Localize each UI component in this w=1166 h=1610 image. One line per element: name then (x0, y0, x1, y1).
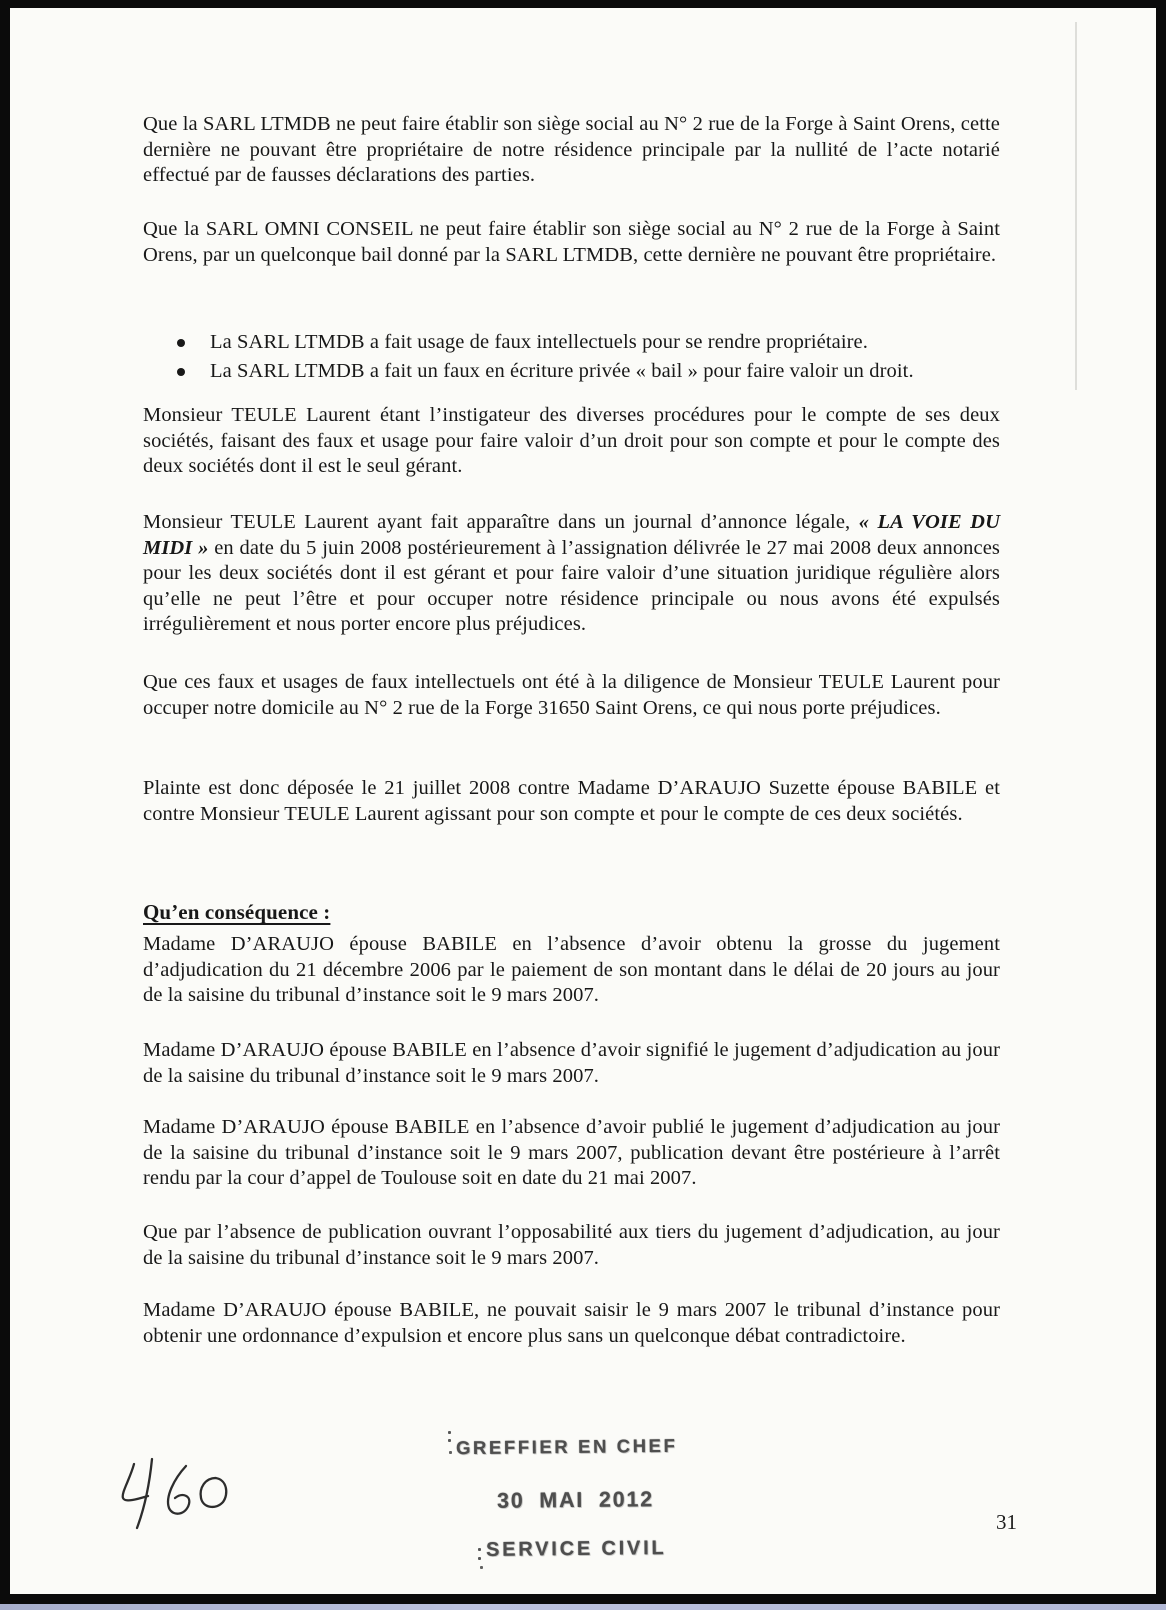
paragraph-sarl-ltmdb-siege: Que la SARL LTMDB ne peut faire établir son siège social au N° 2 rue de la Forge à Saint Orens, cette dernière ne pouvant être propriétaire de notre résidence principale par la nullité de l’acte notarié effectué par de fausses déclarations des parties. (143, 113, 1000, 187)
handwritten-note-strokes (103, 1452, 253, 1547)
scan-border-bottom-strip (0, 1604, 1166, 1610)
scan-border-left (0, 0, 10, 1604)
paragraph-sarl-omni-conseil: Que la SARL OMNI CONSEIL ne peut faire établir son siège social au N° 2 rue de la Forge à Saint Orens, par un quelconque bail donné par la SARL LTMDB, cette dernière ne pouvant être propriétaire. (143, 218, 1000, 266)
bullet-item-faux-intellectuels (143, 330, 1000, 356)
heading-consequence: Qu’en conséquence : (143, 900, 331, 924)
bullet-item-label: La SARL LTMDB a fait usage de faux intellectuels pour se rendre propriétaire. (210, 331, 868, 353)
paragraph-teule-instigateur: Monsieur TEULE Laurent étant l’instigateur des diverses procédures pour le compte de ses deux sociétés, faisant des faux et usage pour faire valoir d’un droit pour son compte et pour le compte des deux sociétés dont il est le seul gérant. (143, 404, 1000, 478)
journal-title-emphasis: « LA VOIE DU MIDI » (143, 511, 1000, 559)
stamp-ink-mark (478, 1548, 481, 1551)
bullet-icon (177, 339, 185, 347)
paragraph-faux-diligence: Que ces faux et usages de faux intellectuels ont été à la diligence de Monsieur TEULE Laurent pour occuper notre domicile au N° 2 rue de la Forge 31650 Saint Orens, ce qui nous porte préjudices. (143, 671, 1000, 719)
scan-border-bottom (0, 1594, 1166, 1604)
handwritten-note (103, 1452, 253, 1547)
bullet-item-faux-ecriture (143, 359, 1000, 385)
paragraph-plainte-deposee: Plainte est donc déposée le 21 juillet 2008 contre Madame D’ARAUJO Suzette épouse BABILE et contre Monsieur TEULE Laurent agissant pour son compte et pour le compte de ces deux sociétés. (143, 777, 1000, 825)
bullet-icon (177, 368, 185, 376)
page-number: 31 (996, 1510, 1017, 1534)
paragraph-journal-pre: Monsieur TEULE Laurent ayant fait apparaître dans un journal d’annonce légale, (143, 511, 859, 533)
stamp-date: 30 MAI 2012 (496, 1487, 655, 1513)
scan-border-top (0, 0, 1166, 8)
stamp-ink-mark (448, 1431, 451, 1434)
stamp-service-civil: SERVICE CIVIL (485, 1537, 667, 1561)
bullet-item-label: La SARL LTMDB a fait un faux en écriture privée « bail » pour faire valoir un droit. (210, 359, 914, 382)
paragraph-babile-grosse-jugement: Madame D’ARAUJO épouse BABILE en l’absence d’avoir obtenu la grosse du jugement d’adjudication du 21 décembre 2006 par le paiement de son montant dans le délai de 20 jours au jour de la saisine du tribunal d’instance soit le 9 mars 2007. (143, 933, 1000, 1007)
paragraph-journal-post: en date du 5 juin 2008 postérieurement à l’assignation délivrée le 27 mai 2008 deux annonces pour les deux sociétés dont il est gérant et pour faire valoir d’une situation juridique régulière alors qu’elle ne peut l’être et pour occuper notre résidence principale ou nous avons été expulsés irrégulièrement et nous porter encore plus préjudices. (143, 536, 1000, 636)
paragraph-journal-annonce (143, 510, 1000, 638)
paragraph-babile-signifie: Madame D’ARAUJO épouse BABILE en l’absence d’avoir signifié le jugement d’adjudication au jour de la saisine du tribunal d’instance soit le 9 mars 2007. (143, 1039, 1000, 1087)
stamp-greffier-en-chef: GREFFIER EN CHEF (455, 1434, 678, 1459)
paragraph-babile-publie: Madame D’ARAUJO épouse BABILE en l’absence d’avoir publié le jugement d’adjudication au jour de la saisine du tribunal d’instance soit le 9 mars 2007, publication devant être postérieure à l’arrêt rendu par la cour d’appel de Toulouse soit en date du 21 mai 2007. (143, 1116, 1000, 1190)
scan-border-right (1156, 0, 1166, 1604)
paragraph-absence-publication: Que par l’absence de publication ouvrant l’opposabilité aux tiers du jugement d’adjudication, au jour de la saisine du tribunal d’instance soit le 9 mars 2007. (143, 1221, 1000, 1269)
paragraph-babile-saisir-tribunal: Madame D’ARAUJO épouse BABILE, ne pouvait saisir le 9 mars 2007 le tribunal d’instance pour obtenir une ordonnance d’expulsion et encore plus sans un quelconque débat contradictoire. (143, 1299, 1000, 1347)
bullet-list (143, 330, 1000, 387)
page-edge-crease (1075, 22, 1077, 390)
